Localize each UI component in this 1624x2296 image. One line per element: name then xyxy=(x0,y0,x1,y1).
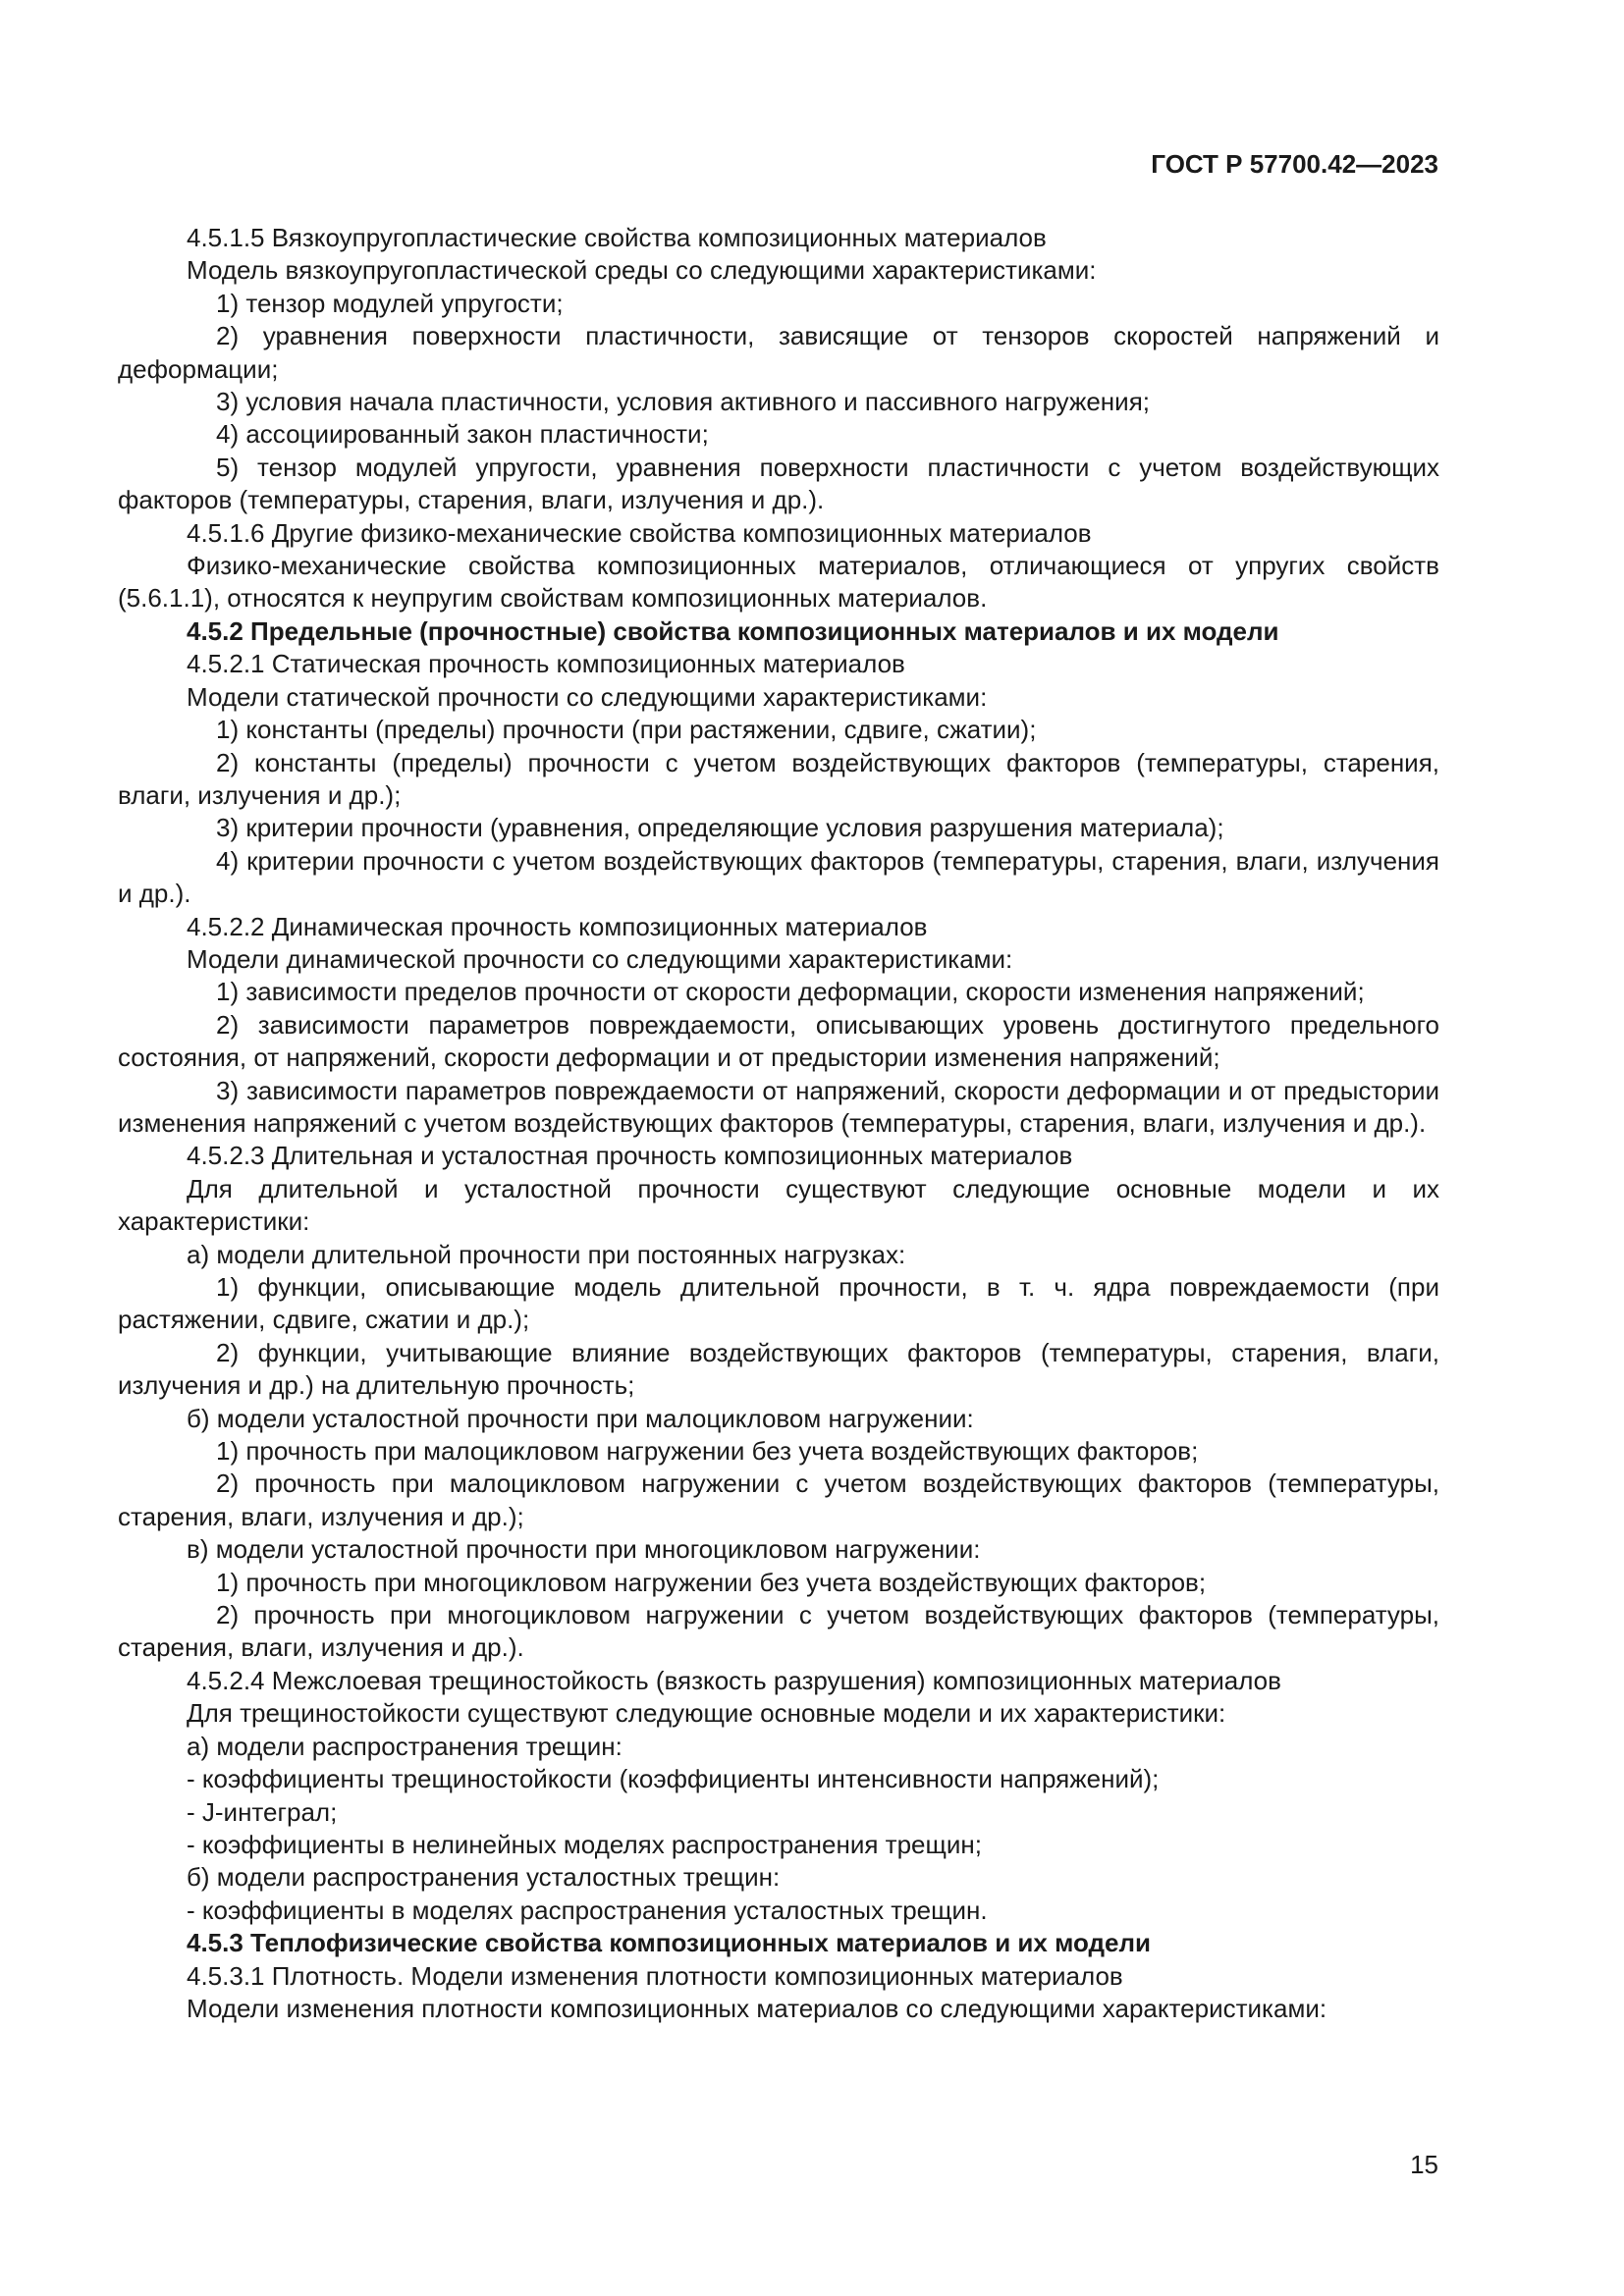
paragraph: Модели динамической прочности со следующими характеристиками: xyxy=(187,943,1013,974)
list-item: б) модели усталостной прочности при малоцикловом нагружении: xyxy=(187,1403,974,1433)
list-item: 1) тензор модулей упругости; xyxy=(216,288,564,318)
list-item: 3) условия начала пластичности, условия активного и пассивного нагружения; xyxy=(216,387,1150,417)
paragraph: Для трещиностойкости существуют следующие основные модели и их характеристики: xyxy=(187,1698,1226,1729)
document-body xyxy=(118,222,1439,2025)
list-item: 2) функции, учитывающие влияние воздействующих факторов (температуры, старения, влаги, излучения и др.) на длительную прочность; xyxy=(118,1337,1439,1401)
list-item: 1) прочность при малоцикловом нагружении без учета воздействующих факторов; xyxy=(216,1436,1199,1467)
section-heading: 4.5.3 Теплофизические свойства композиционных материалов и их модели xyxy=(187,1928,1151,1958)
list-item: 1) функции, описывающие модель длительной прочности, в т. ч. ядра повреждаемости (при растяжении, сдвиге, сжатии и др.); xyxy=(118,1272,1439,1335)
paragraph: Модели изменения плотности композиционных материалов со следующими характеристиками: xyxy=(187,1993,1327,2023)
list-item: 3) зависимости параметров повреждаемости от напряжений, скорости деформации и от предыстории изменения напряжений с учетом воздействующих факторов (температуры, старения, влаги, излучения и др.). xyxy=(118,1075,1439,1138)
list-item: 3) критерии прочности (уравнения, определяющие условия разрушения материала); xyxy=(216,813,1224,843)
paragraph: 4.5.2.3 Длительная и усталостная прочность композиционных материалов xyxy=(187,1141,1073,1171)
list-item: 1) прочность при многоцикловом нагружении без учета воздействующих факторов; xyxy=(216,1567,1207,1597)
paragraph: 4.5.1.6 Другие физико-механические свойства композиционных материалов xyxy=(187,517,1092,548)
list-item: а) модели длительной прочности при постоянных нагрузках: xyxy=(187,1239,906,1269)
paragraph: Для длительной и усталостной прочности существуют следующие основные модели и их характеристики: xyxy=(118,1173,1439,1237)
list-item: 1) константы (пределы) прочности (при растяжении, сдвиге, сжатии); xyxy=(216,715,1037,745)
list-item: 2) уравнения поверхности пластичности, зависящие от тензоров скоростей напряжений и деформации; xyxy=(118,321,1439,384)
list-item: 4) ассоциированный закон пластичности; xyxy=(216,419,709,450)
list-item: 1) зависимости пределов прочности от скорости деформации, скорости изменения напряжений; xyxy=(216,977,1365,1007)
document-header: ГОСТ Р 57700.42—2023 xyxy=(1151,149,1438,179)
paragraph: Физико-механические свойства композиционных материалов, отличающиеся от упругих свойств (5.6.1.1), относятся к неупругим свойствам композиционных материалов. xyxy=(118,551,1439,614)
list-item: а) модели распространения трещин: xyxy=(187,1731,623,1761)
list-item: в) модели усталостной прочности при многоцикловом нагружении: xyxy=(187,1534,981,1565)
list-item: - коэффициенты трещиностойкости (коэффициенты интенсивности напряжений); xyxy=(187,1764,1160,1794)
paragraph: Модели статической прочности со следующими характеристиками: xyxy=(187,681,988,712)
paragraph: Модель вязкоупругопластической среды со следующими характеристиками: xyxy=(187,255,1097,286)
page-number: 15 xyxy=(1410,2150,1438,2179)
paragraph: 4.5.2.4 Межслоевая трещиностойкость (вязкость разрушения) композиционных материалов xyxy=(187,1665,1281,1695)
section-heading: 4.5.2 Предельные (прочностные) свойства композиционных материалов и их модели xyxy=(187,615,1279,646)
list-item: 2) зависимости параметров повреждаемости, описывающих уровень достигнутого предельного состояния, от напряжений, скорости деформации и от предыстории изменения напряжений; xyxy=(118,1009,1439,1073)
paragraph: 4.5.2.2 Динамическая прочность композиционных материалов xyxy=(187,911,928,941)
list-item: 5) тензор модулей упругости, уравнения поверхности пластичности с учетом воздействующих факторов (температуры, старения, влаги, излучения и др.). xyxy=(118,452,1439,515)
list-item: 2) константы (пределы) прочности с учетом воздействующих факторов (температуры, старения, влаги, излучения и др.); xyxy=(118,747,1439,810)
list-item: 2) прочность при малоцикловом нагружении с учетом воздействующих факторов (температуры, старения, влаги, излучения и др.); xyxy=(118,1468,1439,1531)
list-item: б) модели распространения усталостных трещин: xyxy=(187,1862,781,1893)
paragraph: 4.5.2.1 Статическая прочность композиционных материалов xyxy=(187,649,905,679)
list-item: - коэффициенты в нелинейных моделях распространения трещин; xyxy=(187,1829,983,1859)
list-item: 2) прочность при многоцикловом нагружении с учетом воздействующих факторов (температуры, старения, влаги, излучения и др.). xyxy=(118,1600,1439,1663)
list-item: - коэффициенты в моделях распространения усталостных трещин. xyxy=(187,1895,988,1925)
list-item: 4) критерии прочности с учетом воздействующих факторов (температуры, старения, влаги, излучения и др.). xyxy=(118,845,1439,909)
paragraph: 4.5.1.5 Вязкоупругопластические свойства композиционных материалов xyxy=(187,223,1047,252)
list-item: - J-интеграл; xyxy=(187,1796,338,1827)
paragraph: 4.5.3.1 Плотность. Модели изменения плотности композиционных материалов xyxy=(187,1960,1123,1991)
